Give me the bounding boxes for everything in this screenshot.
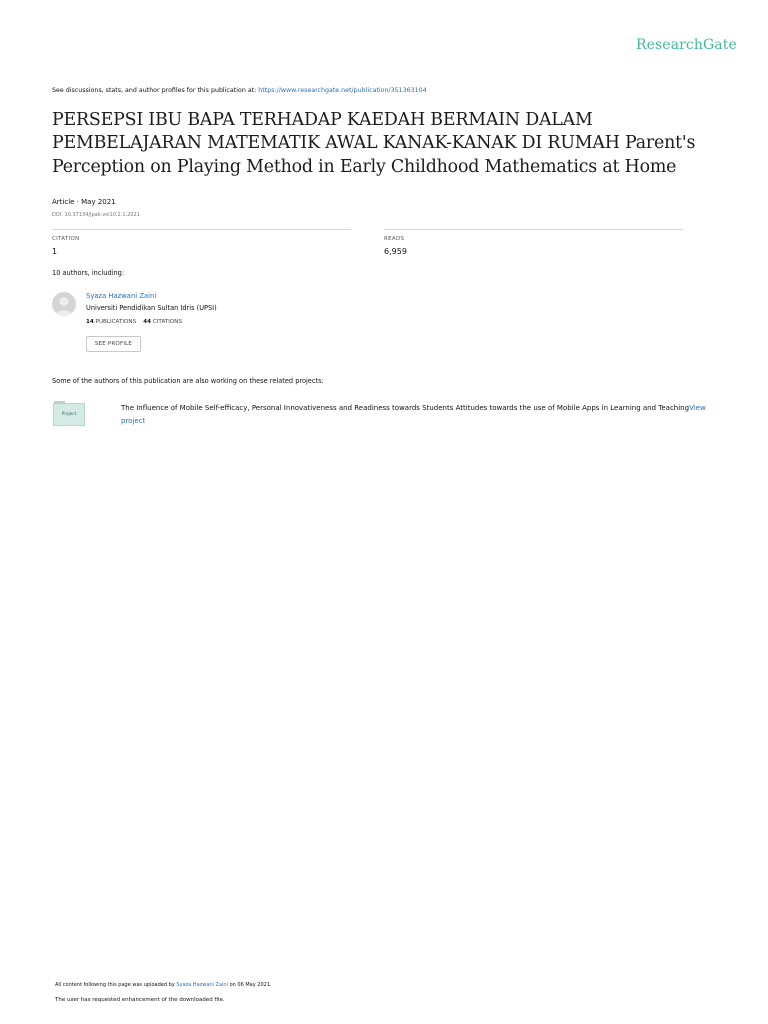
see-discussions-line [52, 87, 427, 94]
project-title: The Influence of Mobile Self-efficacy, Personal Innovativeness and Readiness towards Students Attitudes towards the use of Mobile Apps in Learning and Teaching [121, 404, 690, 412]
publications-count: 14 [86, 319, 94, 325]
project-item [121, 402, 726, 428]
authors-heading: 10 authors, including: [52, 269, 125, 277]
citation-divider [52, 229, 351, 230]
citation-count: 1 [52, 247, 58, 256]
publication-link[interactable]: https://www.researchgate.net/publication/351363104 [258, 87, 427, 94]
folder-tab [54, 401, 65, 404]
reads-count: 6,959 [384, 247, 407, 256]
upload-prefix: All content following this page was uploaded by [55, 982, 175, 988]
researchgate-logo[interactable]: ResearchGate [636, 37, 737, 53]
citations-count: 44 [143, 319, 152, 325]
upload-note [55, 982, 272, 988]
upload-date: on 06 May 2021. [229, 982, 272, 988]
reads-label: READS [384, 236, 405, 242]
article-title: PERSEPSI IBU BAPA TERHADAP KAEDAH BERMAIN DALAM PEMBELAJARAN MATEMATIK AWAL KANAK-KANAK DI RUMAH Parent's Perception on Playing Method in Early Childhood Mathematics at Home [52, 110, 696, 177]
author-stats [86, 319, 182, 325]
citations-label: CITATIONS [152, 319, 182, 325]
avatar[interactable] [52, 292, 76, 316]
author-name-link[interactable]: Syaza Hazwani Zaini [86, 292, 157, 300]
article-doi: DOI: 10.37134/jpak.vol10.2.1.2021 [52, 212, 140, 218]
view-project-link[interactable]: View project [121, 404, 706, 425]
see-profile-button[interactable]: SEE PROFILE [86, 336, 141, 352]
user-silhouette-icon [52, 292, 76, 316]
enhancement-note: The user has requested enhancement of the downloaded file. [55, 997, 225, 1003]
citation-label: CITATION [52, 236, 80, 242]
see-discussions-text: See discussions, stats, and author profiles for this publication at: [52, 87, 257, 94]
author-affiliation: Universiti Pendidikan Sultan Idris (UPSI) [86, 304, 217, 312]
publications-label: PUBLICATIONS [95, 319, 137, 325]
article-type-date: Article · May 2021 [52, 198, 116, 206]
project-folder-icon[interactable] [53, 403, 85, 426]
related-projects-heading: Some of the authors of this publication are also working on these related projects: [52, 377, 324, 385]
project-icon-label: Project [61, 412, 77, 417]
reads-divider [384, 229, 683, 230]
uploader-link[interactable]: Syaza Hazwani Zaini [176, 982, 228, 988]
